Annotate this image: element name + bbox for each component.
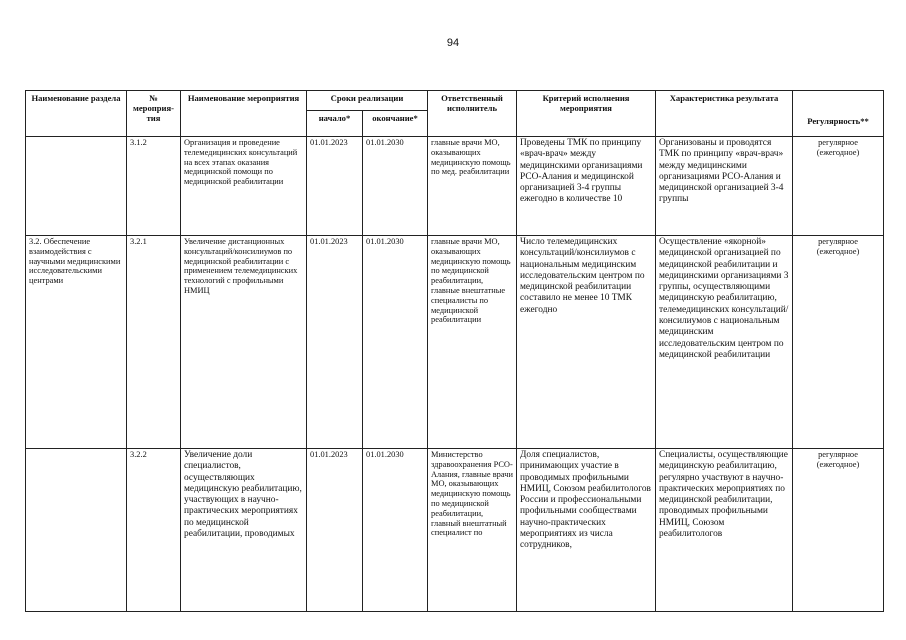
cell-event: Увеличение доли специалистов, осуществляющих медицинскую реабилитацию, участвующих в научно-практических мероприятиях по медицинской реабилитации, проводимых	[181, 449, 307, 612]
cell-end: 01.01.2030	[363, 236, 428, 449]
cell-section	[26, 137, 127, 236]
cell-criterion: Число телемедицинских консультаций/консилиумов с национальным медицинским исследовательским центром по медицинской реабилитации составило не менее 10 ТМК ежегодно	[517, 236, 656, 449]
cell-criterion: Доля специалистов, принимающих участие в проводимых профильными НМИЦ, Союзом реабилитологов России и профессиональными профильными сообществами научно-практических мероприятиях из числа сотрудников,	[517, 449, 656, 612]
cell-number: 3.2.1	[127, 236, 181, 449]
header-section: Наименование раздела	[26, 91, 127, 137]
cell-end: 01.01.2030	[363, 449, 428, 612]
cell-executor: Министерство здравоохранения РСО-Алания, главные врачи МО, оказывающих медицинскую помощь по медицинской реабилитации, главный внештатный специалист по	[428, 449, 517, 612]
cell-start: 01.01.2023	[307, 449, 363, 612]
cell-event: Организация и проведение телемедицинских консультаций на всех этапах оказания медицинской помощи по медицинской реабилитации	[181, 137, 307, 236]
cell-start: 01.01.2023	[307, 137, 363, 236]
cell-result: Специалисты, осуществляющие медицинскую реабилитацию, регулярно участвуют в научно-практических мероприятиях по медицинской реабилитации, проводимых профильными НМИЦ, Союзом реабилитологов	[656, 449, 793, 612]
events-table	[25, 90, 884, 612]
header-regularity: Регулярность**	[793, 91, 884, 137]
cell-criterion: Проведены ТМК по принципу «врач-врач» между медицинскими организациями РСО-Алания и медицинской организацией 3-4 группы ежегодно в количестве 10	[517, 137, 656, 236]
header-start: начало*	[307, 111, 363, 137]
cell-end: 01.01.2030	[363, 137, 428, 236]
cell-executor: главные врачи МО, оказывающих медицинскую помощь по медицинской реабилитации, главные внештатные специалисты по медицинской реабилитации	[428, 236, 517, 449]
header-executor: Ответственный исполнитель	[428, 91, 517, 137]
cell-regularity: регулярное (ежегодное)	[793, 137, 884, 236]
header-end: окончание*	[363, 111, 428, 137]
cell-section	[26, 449, 127, 612]
cell-section: 3.2. Обеспечение взаимодействия с научными медицинскими исследовательскими центрами	[26, 236, 127, 449]
cell-number: 3.2.2	[127, 449, 181, 612]
header-row	[26, 91, 884, 111]
cell-event: Увеличение дистанционных консультаций/консилиумов по медицинской реабилитации с применением телемедицинских технологий с профильными НМИЦ	[181, 236, 307, 449]
table-row	[26, 236, 884, 449]
cell-regularity: регулярное (ежегодное)	[793, 449, 884, 612]
header-terms: Сроки реализации	[307, 91, 428, 111]
table-row	[26, 449, 884, 612]
cell-start: 01.01.2023	[307, 236, 363, 449]
cell-number: 3.1.2	[127, 137, 181, 236]
page-number: 94	[446, 37, 460, 49]
header-criterion: Критерий исполнения мероприятия	[517, 91, 656, 137]
table-row	[26, 137, 884, 236]
cell-result: Осуществление «якорной» медицинской организацией по медицинской реабилитации и медицинскими организациями 3 группы, осуществляющими медицинскую реабилитацию, телемедицинских консультаций/консилиумов с национальным медицинским исследовательским центром по медицинской реабилитации	[656, 236, 793, 449]
header-event: Наименование мероприятия	[181, 91, 307, 137]
header-number: № мероприя-тия	[127, 91, 181, 137]
cell-result: Организованы и проводятся ТМК по принципу «врач-врач» между медицинскими организациями РСО-Алания и медицинской организацией 3-4 группы	[656, 137, 793, 236]
cell-regularity: регулярное (ежегодное)	[793, 236, 884, 449]
cell-executor: главные врачи МО, оказывающих медицинскую помощь по мед. реабилитации	[428, 137, 517, 236]
header-result: Характеристика результата	[656, 91, 793, 137]
